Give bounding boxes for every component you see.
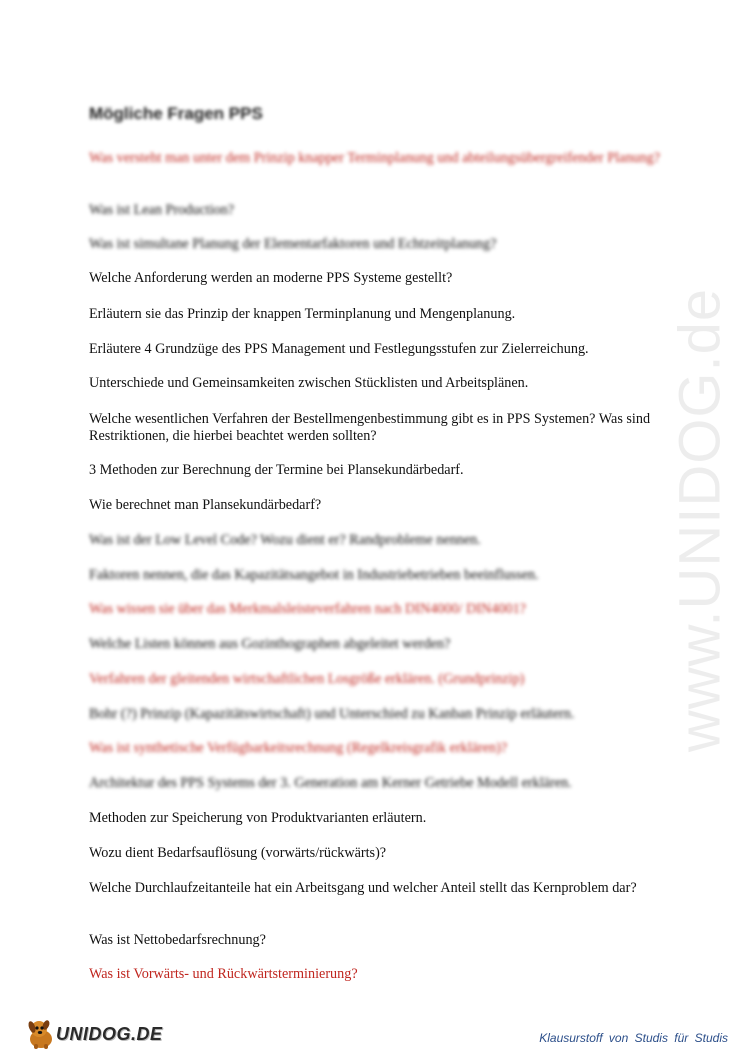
question-item: Was ist simultane Planung der Elementarfaktoren und Echtzeitplanung? bbox=[89, 236, 497, 252]
question-item: Was wissen sie über das Merkmalsleisteverfahren nach DIN4000/ DIN4001? bbox=[89, 601, 526, 617]
question-item: 3 Methoden zur Berechnung der Termine bei Plansekundärbedarf. bbox=[89, 462, 464, 478]
unidog-logo[interactable] bbox=[24, 1015, 163, 1053]
logo-text: UNIDOG.DE bbox=[56, 1023, 163, 1044]
question-item: Faktoren nennen, die das Kapazitätsangebot in Industriebetrieben beeinflussen. bbox=[89, 567, 539, 583]
question-item: Was ist der Low Level Code? Wozu dient er? Randprobleme nennen. bbox=[89, 532, 481, 548]
question-item: Erläutere 4 Grundzüge des PPS Management und Festlegungsstufen zur Zielerreichung. bbox=[89, 341, 589, 357]
question-item: Welche Anforderung werden an moderne PPS Systeme gestellt? bbox=[89, 270, 453, 286]
page-title: Mögliche Fragen PPS bbox=[89, 104, 263, 123]
question-item: Welche Listen können aus Gozinthographen abgeleitet werden? bbox=[89, 636, 451, 652]
question-item: Bohr (?) Prinzip (Kapazitätswirtschaft) und Unterschied zu Kanban Prinzip erläutern. bbox=[89, 706, 575, 722]
question-item: Was ist Lean Production? bbox=[89, 202, 235, 218]
question-item: Was ist Nettobedarfsrechnung? bbox=[89, 932, 266, 948]
question-item: Wozu dient Bedarfsauflösung (vorwärts/rückwärts)? bbox=[89, 845, 387, 861]
question-item: Erläutern sie das Prinzip der knappen Terminplanung und Mengenplanung. bbox=[89, 306, 516, 322]
question-item: Methoden zur Speicherung von Produktvarianten erläutern. bbox=[89, 810, 427, 826]
footer-tagline: Klausurstoff von Studis für Studis bbox=[539, 1031, 728, 1045]
question-item: Was ist Vorwärts- und Rückwärtsterminierung? bbox=[89, 966, 358, 982]
dog-icon bbox=[24, 1017, 58, 1051]
question-item: Verfahren der gleitenden wirtschaftlichen Losgröße erklären. (Grundprinzip) bbox=[89, 671, 525, 687]
question-item: Was versteht man unter dem Prinzip knapper Terminplanung und abteilungsübergreifender Planung? bbox=[89, 150, 660, 166]
watermark: www.UNIDOG.de bbox=[667, 287, 733, 753]
question-item: Welche wesentlichen Verfahren der Bestellmengenbestimmung gibt es in PPS Systemen? Was sind Restriktionen, die hierbei beachtet werden sollten? bbox=[89, 411, 651, 444]
question-item: Welche Durchlaufzeitanteile hat ein Arbeitsgang und welcher Anteil stellt das Kernproblem dar? bbox=[89, 880, 637, 896]
question-item: Unterschiede und Gemeinsamkeiten zwischen Stücklisten und Arbeitsplänen. bbox=[89, 375, 529, 391]
question-item: Architektur des PPS Systems der 3. Generation am Kerner Getriebe Modell erklären. bbox=[89, 775, 572, 791]
question-item: Was ist synthetische Verfügbarkeitsrechnung (Regelkreisgrafik erklären)? bbox=[89, 740, 508, 756]
question-item: Wie berechnet man Plansekundärbedarf? bbox=[89, 497, 322, 513]
